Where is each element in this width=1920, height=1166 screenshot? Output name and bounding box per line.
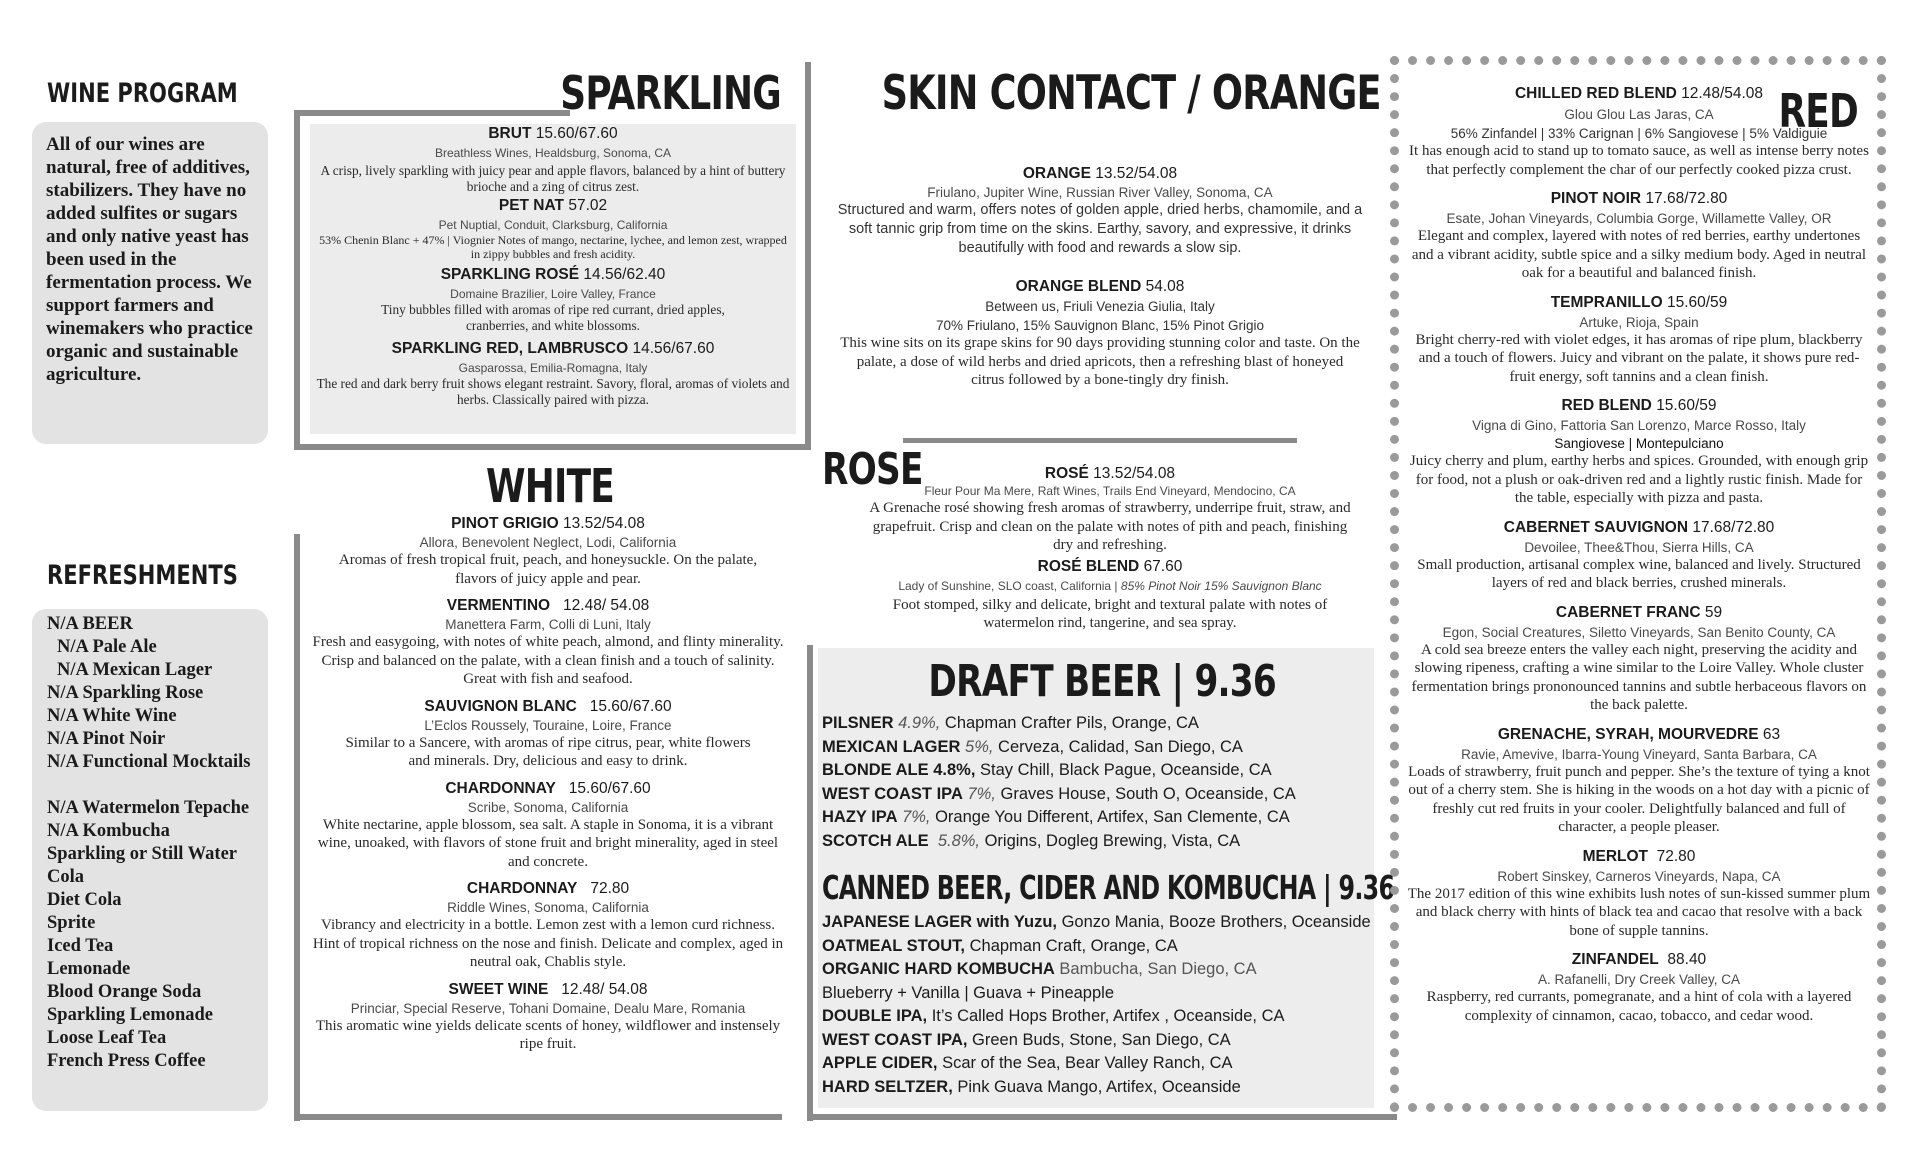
wine-description: A crisp, lively sparkling with juicy pear and apple flavors, balanced by a hint of buttery brioche and a zing of citrus zest.: [320, 163, 786, 194]
refreshment-item: N/A Mexican Lager: [57, 660, 213, 680]
white-divider-bottom: [294, 1114, 782, 1120]
wine-name: BRUT: [488, 125, 532, 142]
list-item: MEXICAN LAGER 5%, Cerveza, Calidad, San Diego, CA: [822, 737, 1243, 756]
wine-description: Raspberry, red currants, pomegranate, and a hint of cola with a layered complexity of cinnamon, cacao, tobacco, and cedar wood.: [1426, 989, 1852, 1024]
list-item: APPLE CIDER, Scar of the Sea, Bear Valley Ranch, CA: [822, 1054, 1233, 1072]
wine-name: CHARDONNAY: [445, 779, 556, 797]
wine-name: CHARDONNAY: [466, 880, 578, 897]
wine-program-title: WINE PROGRAM: [47, 78, 238, 109]
wine-price: 14.56/67.60: [632, 340, 715, 357]
wine-price: 15.60/67.60: [535, 125, 618, 142]
wine-name: SPARKLING ROSÉ: [440, 266, 580, 283]
list-item: HAZY IPA 7%, Orange You Different, Artifex, San Clemente, CA: [822, 808, 1290, 826]
wine-program-box: [32, 122, 268, 444]
wine-price: 88.40: [1667, 951, 1707, 968]
wine-source: Between us, Friuli Venezia Giulia, Italy: [985, 299, 1215, 314]
sparkling-divider-left: [294, 110, 300, 450]
wine-price: 14.56/62.40: [583, 266, 666, 283]
wine-grapes: Sangiovese | Montepulciano: [1554, 436, 1724, 451]
wine-description: The red and dark berry fruit shows elegant restraint. Savory, floral, aromas of violets and herbs. Classically paired with pizza.: [316, 376, 790, 407]
wine-description: Similar to a Sancere, with aromas of ripe citrus, pear, white flowers and minerals. Dry, delicious and easy to drink.: [345, 734, 751, 769]
wine-name: PINOT NOIR: [1550, 190, 1642, 207]
wine-source: Devoilee, Thee&Thou, Sierra Hills, CA: [1524, 539, 1754, 555]
wine-source: Breathless Wines, Healdsburg, Sonoma, CA: [434, 146, 672, 160]
wine-description: Loads of strawberry, fruit punch and pepper. She’s the texture of tying a knot out of a cherry stem. She is hiking in the woods on a hot day with a picnic of freshly cut red fruits in your cooler. Delightfully balanced and full of character, a people pleaser.: [1408, 763, 1870, 835]
refreshment-item: N/A Watermelon Tepache: [47, 798, 250, 818]
list-item: SCOTCH ALE 5.8%, Origins, Dogleg Brewing, Vista, CA: [822, 831, 1241, 850]
wine-description: Aromas of fresh tropical fruit, peach, and honeysuckle. On the palate, flavors of juicy apple and pear.: [338, 552, 758, 587]
wine-description: Fresh and easygoing, with notes of white peach, almond, and flinty minerality. Crisp and balanced on the palate, with a clean finish and a touch of salinity. Great with fish and seafood.: [312, 634, 784, 687]
wine-description: This aromatic wine yields delicate scents of honey, wildflower and instensely ripe fruit.: [315, 1017, 781, 1052]
wine-price: 12.48/54.08: [1681, 85, 1764, 102]
wine-grapes: 56% Zinfandel | 33% Carignan | 6% Sangiovese | 5% Valdiguie: [1450, 126, 1828, 141]
wine-name: PET NAT: [498, 197, 565, 214]
refreshment-item: N/A BEER: [47, 614, 133, 634]
refreshments-box: [32, 609, 268, 1111]
wine-source: Scribe, Sonoma, California: [467, 799, 629, 815]
wine-source: Allora, Benevolent Neglect, Lodi, California: [419, 535, 677, 550]
refreshment-item: N/A Kombucha: [47, 821, 170, 841]
refreshment-item: N/A Pinot Noir: [47, 729, 166, 749]
wine-description: Foot stomped, silky and delicate, bright and textural palate with notes of watermelon rind, tangerine, and sea spray.: [892, 596, 1328, 631]
wine-name: ORANGE BLEND: [1015, 278, 1142, 295]
wine-name: VERMENTINO: [446, 597, 551, 614]
wine-name: CHILLED RED BLEND: [1514, 85, 1677, 102]
wine-price: 15.60/59: [1666, 293, 1728, 311]
wine-price: 15.60/67.60: [568, 779, 651, 797]
wine-description: Elegant and complex, layered with notes of red berries, earthy undertones and a vibrant acidity, subtle spice and a silky medium body. Aged in neutral oak for a beautiful and balanced finish.: [1411, 228, 1867, 281]
refreshment-item: N/A Sparkling Rose: [47, 683, 204, 703]
white-divider-left: [294, 534, 300, 1121]
wine-price: 72.80: [590, 880, 630, 897]
wine-price: 57.02: [568, 197, 608, 214]
refreshment-item: Blood Orange Soda: [47, 982, 202, 1002]
wine-price: 63: [1762, 725, 1781, 743]
orange-list: [835, 164, 1365, 390]
orange-title: SKIN CONTACT / ORANGE: [881, 66, 1381, 121]
list-item: JAPANESE LAGER with Yuzu, Gonzo Mania, Booze Brothers, Oceanside: [822, 913, 1371, 931]
sparkling-list: [310, 124, 796, 407]
list-item: BLONDE ALE 4.8%, Stay Chill, Black Pague, Oceanside, CA: [822, 761, 1272, 779]
wine-description: It has enough acid to stand up to tomato sauce, as well as intense berry notes that perfectly complement the char of our perfectly cooked pizza crust.: [1409, 143, 1869, 178]
draft-beer-list: [822, 712, 1296, 853]
wine-price: 72.80: [1656, 847, 1696, 865]
refreshment-item: N/A Functional Mocktails: [47, 752, 251, 772]
wine-source: Glou Glou Las Jaras, CA: [1564, 107, 1714, 122]
wine-price: 12.48/ 54.08: [561, 980, 648, 998]
wine-source: Robert Sinskey, Carneros Vineyards, Napa, CA: [1497, 868, 1781, 884]
wine-source: A. Rafanelli, Dry Creek Valley, CA: [1537, 972, 1741, 987]
sparkling-divider-bottom: [294, 444, 811, 450]
wine-name: CABERNET SAUVIGNON: [1503, 518, 1689, 536]
red-list: [1404, 84, 1874, 1025]
wine-source: Domaine Brazilier, Loire Valley, France: [450, 287, 656, 301]
wine-price: 13.52/54.08: [1095, 165, 1178, 182]
wine-grapes: 85% Pinot Noir 15% Sauvignon Blanc: [1120, 578, 1322, 593]
wine-program-text: All of our wines are natural, free of additives, stabilizers. They have no added sulfites or sugars and only native yeast has been used in the fermentation process. We support farmers and winemakers who practice organic and sustainable agriculture.: [46, 134, 253, 385]
list-item: Blueberry + Vanilla | Guava + Pineapple: [822, 983, 1114, 1002]
wine-name: SPARKLING RED, LAMBRUSCO: [391, 340, 629, 357]
wine-description: White nectarine, apple blossom, sea salt. A staple in Sonoma, it is a vibrant wine, unoaked, with flavors of stone fruit and bright minerality, aged in steel and concrete.: [317, 816, 779, 870]
wine-description: The 2017 edition of this wine exhibits lush notes of sun-kissed summer plum and black cherry with hints of black tea and cacao that resolve with a back bone of supple tannins.: [1407, 885, 1871, 939]
wine-description: Tiny bubbles filled with aromas of ripe red currant, dried apples, cranberries, and white blossoms.: [381, 302, 725, 333]
wine-source: Riddle Wines, Sonoma, California: [447, 900, 649, 915]
list-item: OATMEAL STOUT, Chapman Craft, Orange, CA: [822, 936, 1178, 955]
list-item: ORGANIC HARD KOMBUCHA Bambucha, San Diego, CA: [822, 960, 1257, 978]
draft-beer-title: DRAFT BEER | 9.36: [928, 656, 1277, 707]
wine-price: 67.60: [1143, 557, 1183, 575]
refreshment-item: Diet Cola: [47, 890, 122, 910]
sparkling-divider-right: [805, 62, 811, 446]
wine-source: Pet Nuptial, Conduit, Clarksburg, California: [438, 218, 668, 232]
wine-price: 17.68/72.80: [1645, 190, 1728, 207]
refreshment-item: N/A White Wine: [47, 706, 177, 726]
refreshment-item: Sparkling Lemonade: [47, 1005, 214, 1025]
wine-description: This wine sits on its grape skins for 90 days providing stunning color and taste. On the palate, a dose of wild herbs and dried apricots, then a refreshing blast of honeyed citrus followed by a bone-tingly dry finish.: [840, 335, 1360, 388]
refreshment-item: Iced Tea: [47, 936, 114, 956]
wine-price: 59: [1704, 603, 1723, 621]
list-item: WEST COAST IPA 7%, Graves House, South O, Oceanside, CA: [822, 784, 1296, 803]
white-title: WHITE: [485, 459, 615, 513]
wine-name: CABERNET FRANC: [1555, 603, 1701, 621]
list-item: PILSNER 4.9%, Chapman Crafter Pils, Orange, CA: [822, 714, 1199, 732]
canned-beer-list: [822, 911, 1371, 1099]
wine-price: 13.52/54.08: [1093, 465, 1176, 482]
wine-description: A cold sea breeze enters the valley each night, preserving the acidity and slowing ripeness, crafting a wine similar to the Loire Valley. Whole cluster fermentation brings prononounced tannins and subtle herbaceous flavors on the back palette.: [1411, 641, 1867, 713]
wine-price: 13.52/54.08: [563, 515, 645, 532]
wine-source: Gasparossa, Emilia-Romagna, Italy: [458, 361, 648, 375]
wine-description: Bright cherry-red with violet edges, it has aromas of ripe plum, blackberry and a touch of flowers. Juicy and vibrant on the palate, it shows pure red-fruit energy, soft tannins and a clean finish.: [1415, 331, 1863, 385]
wine-source: Egon, Social Creatures, Siletto Vineyards, San Benito County, CA: [1442, 624, 1836, 640]
wine-price: 17.68/72.80: [1692, 518, 1775, 536]
list-item: WEST COAST IPA, Green Buds, Stone, San Diego, CA: [822, 1030, 1231, 1049]
wine-name: ROSÉ: [1044, 465, 1089, 482]
refreshment-item: N/A Pale Ale: [57, 637, 157, 657]
wine-name: GRENACHE, SYRAH, MOURVEDRE: [1497, 725, 1759, 743]
wine-name: MERLOT: [1582, 847, 1648, 865]
rose-list: [860, 464, 1360, 633]
wine-description: Structured and warm, offers notes of golden apple, dried herbs, chamomile, and a soft tannic grip from time on the skins. Earthy, savory, and expressive, it drinks beautifully with food and rewards a slow sip.: [837, 202, 1363, 256]
wine-source: L’Eclos Roussely, Touraine, Loire, France: [424, 717, 672, 733]
list-item: DOUBLE IPA, It’s Called Hops Brother, Artifex , Oceanside, CA: [822, 1007, 1285, 1025]
wine-description: Juicy cherry and plum, earthy herbs and spices. Grounded, with enough grip for food, not a plush or oak-driven red and a lightly rustic finish. Made for the table, especially with pizza and pasta.: [1409, 453, 1869, 506]
orange-divider: [903, 438, 1297, 443]
refreshment-item: Cola: [47, 867, 84, 887]
beer-divider-bottom: [807, 1114, 1397, 1120]
rose-title: ROSE: [822, 444, 923, 495]
wine-source: Fleur Pour Ma Mere, Raft Wines, Trails End Vineyard, Mendocino, CA: [924, 484, 1296, 498]
wine-source: Vigna di Gino, Fattoria San Lorenzo, Marce Rosso, Italy: [1472, 418, 1806, 433]
wine-source: Esate, Johan Vineyards, Columbia Gorge, Willamette Valley, OR: [1446, 211, 1832, 226]
sparkling-box: [310, 124, 796, 434]
beer-divider-left: [807, 645, 813, 1121]
wine-price: 15.60/67.60: [589, 697, 672, 715]
refreshments-list: [47, 613, 251, 1073]
wine-name: TEMPRANILLO: [1550, 293, 1663, 311]
wine-price: 15.60/59: [1656, 397, 1717, 414]
wine-source: Friulano, Jupiter Wine, Russian River Valley, Sonoma, CA: [927, 185, 1273, 200]
wine-description: Vibrancy and electricity in a bottle. Lemon zest with a lemon curd richness. Hint of tropical richness on the nose and finish. Delicate and complex, aged in neutral oak, Chablis style.: [312, 917, 784, 970]
white-list: [308, 514, 788, 1054]
wine-name: ZINFANDEL: [1571, 951, 1659, 968]
wine-name: RED BLEND: [1561, 397, 1652, 414]
wine-name: ORANGE: [1022, 165, 1091, 182]
wine-source: Princiar, Special Reserve, Tohani Domaine, Dealu Mare, Romania: [350, 1000, 746, 1016]
sparkling-divider-top: [294, 110, 570, 116]
refreshment-item: Sprite: [47, 913, 96, 933]
refreshment-item: Lemonade: [47, 959, 131, 979]
wine-source: Ravie, Amevive, Ibarra-Young Vineyard, Santa Barbara, CA: [1461, 746, 1817, 762]
wine-description: Small production, artisanal complex wine, balanced and lively. Structured layers of red and black berries, crushed minerals.: [1417, 556, 1861, 591]
wine-description: A Grenache rosé showing fresh aromas of strawberry, underripe fruit, straw, and grapefruit. Crisp and clean on the palate with notes of pith and peach, finishing dry and refreshing.: [869, 500, 1351, 553]
wine-source: Manettera Farm, Colli di Luni, Italy: [445, 617, 651, 632]
wine-name: PINOT GRIGIO: [451, 515, 559, 532]
refreshments-title: REFRESHMENTS: [47, 560, 238, 591]
sparkling-title: SPARKLING: [560, 66, 781, 120]
wine-name: SAUVIGNON BLANC: [424, 697, 577, 715]
refreshment-item: French Press Coffee: [47, 1051, 206, 1071]
wine-name: ROSÉ BLEND: [1037, 557, 1140, 575]
wine-price: 12.48/ 54.08: [563, 597, 650, 614]
list-item: HARD SELTZER, Pink Guava Mango, Artifex, Oceanside: [822, 1077, 1241, 1096]
wine-name: SWEET WINE: [448, 980, 549, 998]
wine-price: 54.08: [1145, 278, 1185, 295]
wine-source: Artuke, Rioja, Spain: [1579, 314, 1699, 330]
refreshment-item: Sparkling or Still Water: [47, 844, 237, 864]
wine-source: Lady of Sunshine, SLO coast, California |: [898, 578, 1121, 593]
refreshment-item: Loose Leaf Tea: [47, 1028, 167, 1048]
red-title: RED: [1778, 84, 1858, 138]
canned-beer-title: CANNED BEER, CIDER AND KOMBUCHA | 9.36: [822, 868, 1395, 907]
wine-description: 53% Chenin Blanc + 47% | Viognier Notes of mango, nectarine, lychee, and lemon zest, wrapped in zippy bubbles and fresh acidity.: [319, 233, 787, 261]
wine-grapes: 70% Friulano, 15% Sauvignon Blanc, 15% Pinot Grigio: [936, 318, 1264, 333]
